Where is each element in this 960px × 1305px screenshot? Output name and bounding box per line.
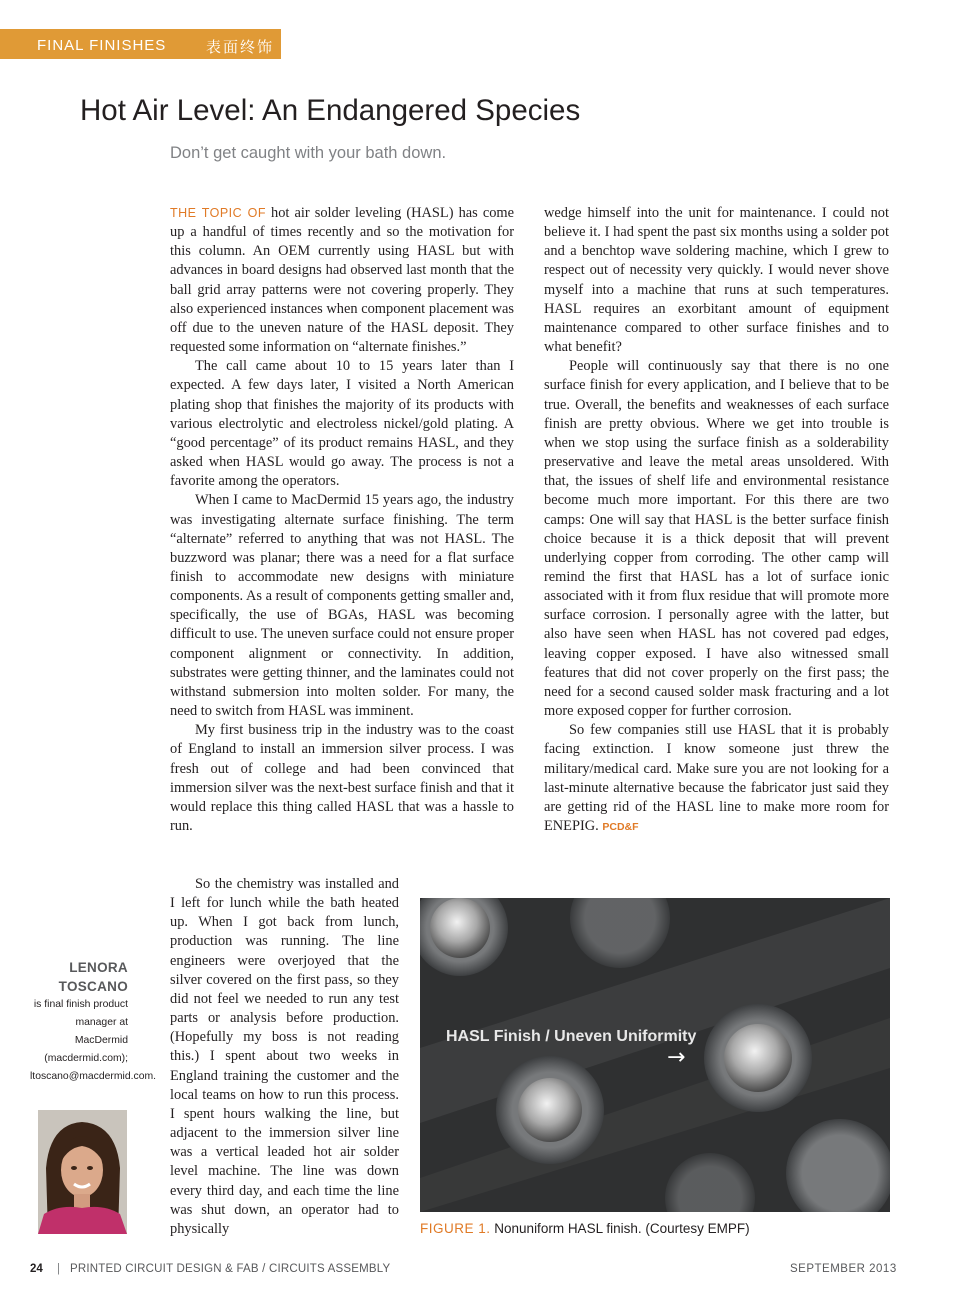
- body-paragraph: When I came to MacDermid 15 years ago, the industry was investigating alternate surface finishing. The term “alternate” referred to anything that was not HASL. The buzzword was planar; there was a need for a flat surface finish to accommodate new designs with miniature components. As a result of components getting smaller and, specifically, the use of BGAs, HASL was becoming difficult to use. The uneven surface could not ensure proper component alignment or connectivity. In addition, substrates were getting thinner, and the laminates could not withstand submersion into molten solder. For many, the need to switch from HASL was imminent.: [170, 492, 514, 720]
- figure-caption-text: Nonuniform HASL finish. (Courtesy EMPF): [494, 1221, 750, 1236]
- paragraph-text: So few companies still use HASL that it is probably facing extinction. I know someone just threw the military/medical card. Make sure you are not looking for a last-minute alternative because the fabricator just said they are getting rid of the HASL line to make more room for ENEPIG.: [544, 722, 889, 834]
- publication-name: PRINTED CIRCUIT DESIGN & FAB / CIRCUITS ASSEMBLY: [70, 1263, 391, 1275]
- body-paragraph: My first business trip in the industry was to the coast of England to install an immersion silver process. I was fresh out of college and had been convinced that immersion silver was the next-best surface finish and that it would replace this thing called HASL that was a hassle to run.: [170, 722, 514, 834]
- section-label: FINAL FINISHES: [37, 37, 167, 54]
- signoff-mark: PCD&F: [602, 821, 639, 833]
- body-paragraph: People will continuously say that there is no one surface finish for every application, and I believe that to be true. Overall, the benefits and weaknesses of each surface finish are pretty obvious. Where we get into trouble is when we stop using the surface finish as a solderability preservative and leave the metal areas unsoldered. With that, the issues of shelf life and environmental resistance become much more important. For this there are two camps: One will say that HASL is the better surface finish choice because it is a thick deposit that will prevent underlying copper from corroding. The other camp will remind the first that HASL has a lot of surface ionic associated with it from flux residue that will promote more surface corrosion. I personally agree with the latter, but also have seen when HASL has not covered pad edges, leaving copper exposed. I have also witnessed small features that did not cover properly on the first pass; the need for a second caused solder mask fracturing and a lot more exposed copper for further corrosion.: [544, 358, 889, 720]
- author-bio-text: is final finish product manager at MacDermid (macdermid.com); ltoscano@macdermid.com.: [30, 999, 157, 1082]
- body-column-1: [170, 204, 514, 874]
- body-paragraph: [170, 204, 514, 357]
- paragraph-text: hot air solder leveling (HASL) has come up a handful of times recently and so the motivation for this column. An OEM currently using HASL but with advances in board designs had observed last month that the ball grid array patterns were not covering properly. They also experienced instances when component placement was off due to the uneven nature of the HASL deposit. They requested some information on “alternate finishes.”: [170, 205, 514, 356]
- figure-label: FIGURE 1.: [420, 1221, 491, 1236]
- article-headline: Hot Air Level: An Endangered Species: [80, 94, 581, 127]
- figure-photo: [420, 898, 890, 1212]
- photo-arrow: →: [667, 1045, 686, 1070]
- body-paragraph: wedge himself into the unit for maintenance. I could not believe it. I had spent the past six months using a solder pot and a benchtop wave soldering machine, which I grew to respect out of necessity very quickly. I would never shove myself into a machine that runs at such temperatures. HASL requires an exorbitant amount of equipment maintenance compared to other surface finishes and to what benefit?: [544, 205, 889, 356]
- footer-separator: |: [57, 1263, 60, 1275]
- body-column-2: [544, 204, 889, 864]
- page-number: 24: [30, 1263, 43, 1275]
- author-first-name: LENORA: [69, 960, 128, 975]
- author-bio: [30, 958, 157, 1086]
- figure-caption: [420, 1221, 750, 1236]
- author-photo: [38, 1110, 127, 1234]
- body-paragraph: The call came about 10 to 15 years later than I expected. A few days later, I visited a North American plating shop that finishes the majority of its products with various electrolytic and electroless nickel/gold plating. A “good percentage” of its product remains HASL, and they asked when HASL would go away. The process is not a favorite among the operators.: [170, 358, 514, 490]
- body-column-1-continued: [170, 875, 399, 1245]
- issue-date: SEPTEMBER 2013: [790, 1263, 897, 1275]
- photo-annotation: HASL Finish / Uneven Uniformity: [446, 1028, 697, 1045]
- body-paragraph: [544, 721, 889, 837]
- section-tab: [0, 29, 281, 59]
- lead-in: THE TOPIC OF: [170, 206, 266, 220]
- article-dek: Don’t get caught with your bath down.: [170, 144, 447, 162]
- author-last-name: TOSCANO: [58, 979, 128, 994]
- body-paragraph: So the chemistry was installed and I left for lunch while the bath heated up. When I got back from lunch, production was running. The line engineers were overjoyed that the silver covered on the first pass, so they did not feel we needed to run any test parts or analysis before production. (Hopefully my boss is not reading this.) I spent about two weeks in England training the customer and the local teams on how to run this process. I spent hours walking the line, but adjacent to the immersion silver line was a vertical leaded hot air solder level machine. The line was down every third day, and each time the line was shut down, an operator had to physically: [170, 876, 399, 1237]
- section-label-chinese: 表面终饰: [206, 39, 275, 56]
